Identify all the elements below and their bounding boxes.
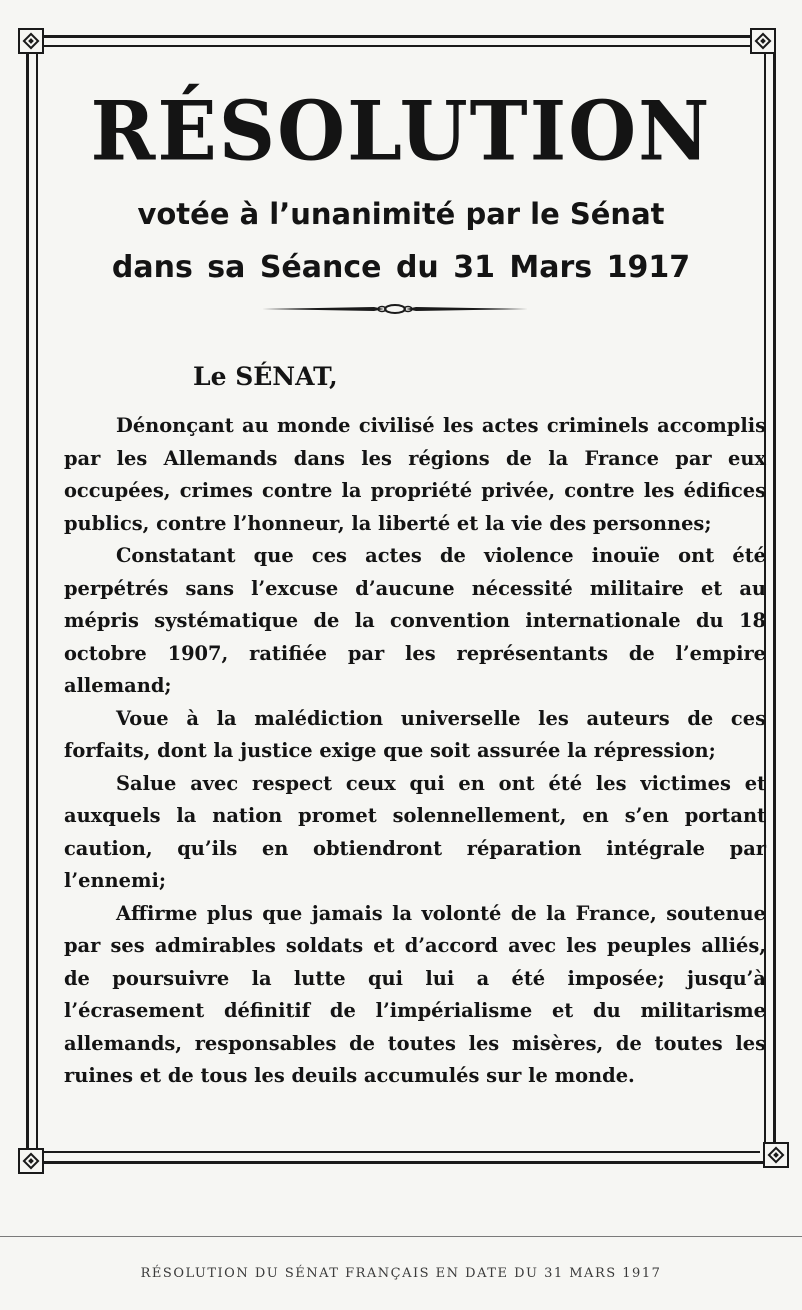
frame-left-outer-rule xyxy=(26,40,29,1162)
paragraph-constatant: Constatant que ces actes de violence inouïe ont été perpétrés sans l’excuse d’aucune nécessité militaire et au mépris systématique de la convention internationale du 18 octobre 1907, ratifiée par les représentants de l’empire allemand; xyxy=(64,544,766,697)
subtitle-line-1: votée à l’unanimité par le Sénat xyxy=(137,197,665,231)
page-caption: RÉSOLUTION DU SÉNAT FRANÇAIS EN DATE DU 31 MARS 1917 xyxy=(140,1266,662,1281)
frame-right-outer-rule xyxy=(773,40,776,1162)
frame-bottom-outer-rule xyxy=(30,1161,772,1164)
corner-ornament-bottom-left xyxy=(18,1148,44,1174)
divider-ornament xyxy=(262,301,528,317)
page-divider xyxy=(0,1236,802,1237)
poster-title: RÉSOLUTION xyxy=(90,83,712,180)
frame-top-inner-rule xyxy=(42,45,760,47)
corner-ornament-top-left xyxy=(18,28,44,54)
frame-bottom-inner-rule xyxy=(42,1151,760,1153)
salutation: Le SÉNAT, xyxy=(193,362,338,391)
paragraph-salue: Salue avec respect ceux qui en ont été les victimes et auxquels la nation promet solennellement, en s’en portant caution, qu’ils en obtiendront réparation intégrale par l’ennemi; xyxy=(64,771,766,892)
resolution-body xyxy=(64,410,766,1093)
corner-ornament-top-right xyxy=(750,28,776,54)
paragraph-denoncant: Dénonçant au monde civilisé les actes criminels accomplis par les Allemands dans les régions de la France par eux occupées, crimes contre la propriété privée, contre les édifices publics, contre l’honneur, la liberté et la vie des personnes; xyxy=(64,414,766,535)
paragraph-affirme: Affirme plus que jamais la volonté de la France, soutenue par ses admirables soldats et d’accord avec les peuples alliés, de poursuivre la lutte qui lui a été imposée; jusqu’à l’écrasement définitif de l’impérialisme et du militarisme allemands, responsables de toutes les misères, de toutes les ruines et de tous les deuils accumulés sur le monde. xyxy=(64,901,766,1087)
paragraph-voue: Voue à la malédiction universelle les auteurs de ces forfaits, dont la justice exige que soit assurée la répression; xyxy=(64,706,766,762)
frame-left-inner-rule xyxy=(36,50,38,1152)
corner-ornament-bottom-right xyxy=(763,1142,789,1168)
frame-top-outer-rule xyxy=(30,35,772,38)
subtitle-line-2: dans sa Séance du 31 Mars 1917 xyxy=(111,250,691,285)
